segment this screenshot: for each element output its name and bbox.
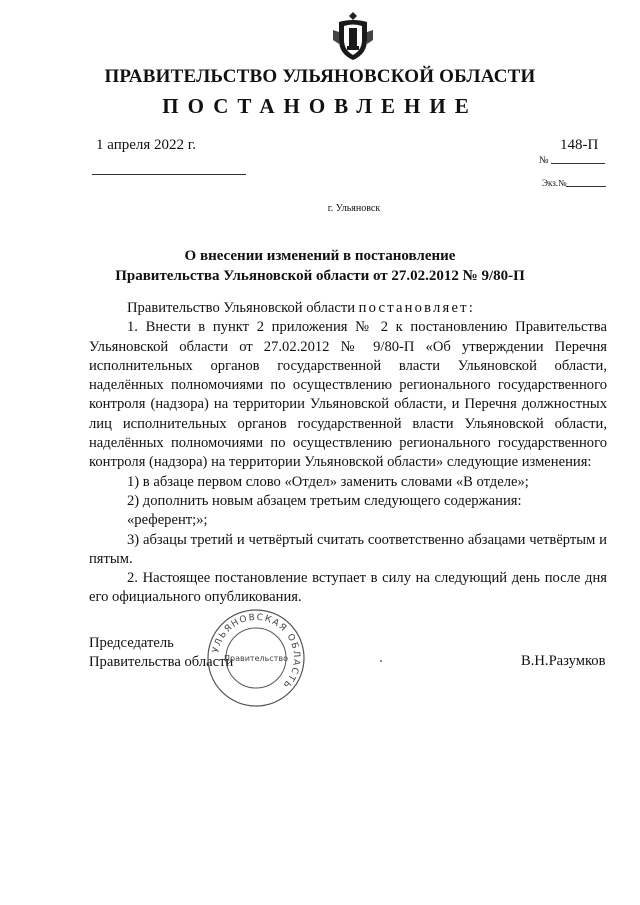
stamp-outer-text: УЛЬЯНОВСКАЯ ОБЛАСТЬ	[211, 612, 302, 691]
document-type: ПОСТАНОВЛЕНИЕ	[162, 94, 478, 118]
signatory-name: В.Н.Разумков	[521, 653, 606, 669]
document-number: 148-П	[560, 137, 599, 153]
coat-of-arms-icon	[331, 10, 375, 62]
number-sign: №	[539, 155, 549, 166]
heading-line-1: О внесении изменений в постановление	[184, 248, 456, 264]
city-label: г. Ульяновск	[327, 203, 381, 214]
svg-text:УЛЬЯНОВСКАЯ ОБЛАСТЬ	[211, 613, 301, 691]
intro-verb: постановляет:	[358, 300, 475, 316]
heading-line-2: Правительства Ульяновской области от 27.02.2012 № 9/80-П	[115, 268, 525, 284]
paragraph-1: 1. Внести в пункт 2 приложения № 2 к постановлению Правительства Ульяновской области от 27.02.2012 № 9/80-П «Об утверждении Перечня исполнительных органов государственной власти Ульяновской области, наделённых полномочиями по осуществлению регионального государственного контроля (надзора) на территории Ульяновской области, и Перечня должностных лиц исполнительных органов государственной власти Ульяновской области, наделённых полномочиями по осуществлению регионального государственного контроля (надзора) на территории Ульяновской области» следующие изменения:	[89, 319, 607, 471]
copy-number-underline	[566, 186, 606, 187]
signatory-title-line-2: Правительства области	[89, 654, 234, 671]
copy-number-label: Экз.№	[542, 178, 567, 188]
paragraph-2: 2. Настоящее постановление вступает в силу на следующий день после дня его официального опубликования.	[89, 570, 607, 606]
paragraph-1-item-2-quote: «референт;»;	[127, 512, 208, 529]
ink-dot	[380, 660, 382, 662]
document-date: 1 апреля 2022 г.	[96, 137, 196, 153]
organization-title: ПРАВИТЕЛЬСТВО УЛЬЯНОВСКОЙ ОБЛАСТИ	[104, 66, 536, 87]
intro-paragraph	[89, 299, 607, 318]
stamp-inner-text: Правительство	[224, 654, 288, 663]
document-heading	[0, 246, 640, 286]
official-stamp-icon	[204, 606, 308, 710]
date-underline	[92, 174, 246, 175]
document-body	[89, 299, 607, 608]
number-underline	[551, 163, 605, 164]
paragraph-1-item-3: 3) абзацы третий и четвёртый считать соответственно абзацами четвёртым и пятым.	[89, 531, 607, 567]
paragraph-1-item-1: 1) в абзаце первом слово «Отдел» заменить словами «В отделе»;	[127, 473, 529, 490]
intro-prefix: Правительство Ульяновской области	[127, 300, 359, 316]
signatory-title-line-1: Председатель	[89, 635, 174, 651]
paragraph-1-item-2: 2) дополнить новым абзацем третьим следующего содержания:	[127, 492, 522, 509]
